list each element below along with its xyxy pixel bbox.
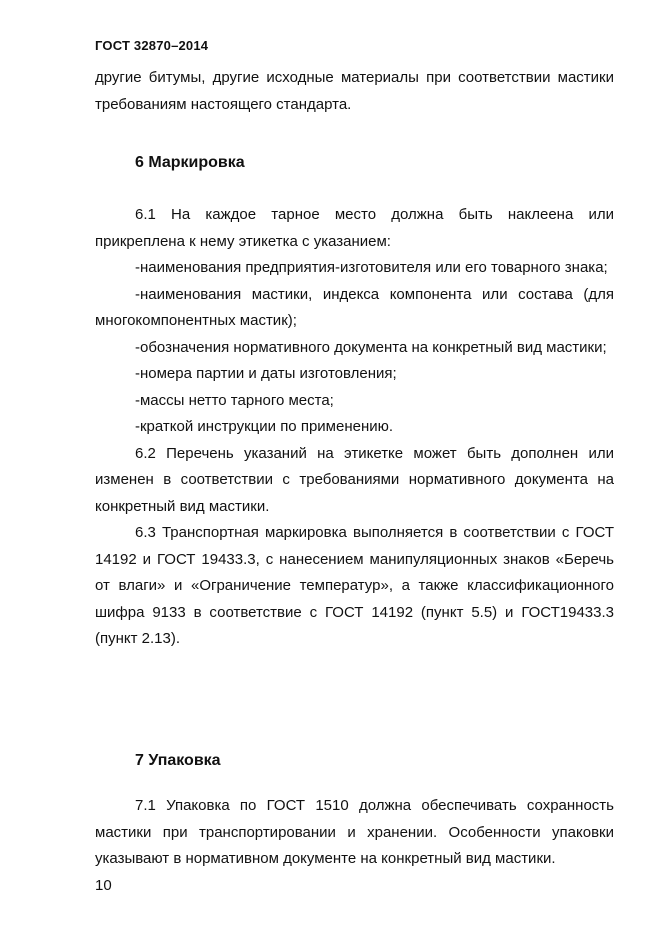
section-7-body: [95, 793, 614, 873]
intro-paragraph: другие битумы, другие исходные материалы при соответствии мастики требованиям настоящего стандарта.: [95, 69, 614, 113]
section-6-title: 6 Маркировка: [135, 154, 245, 171]
list-item: -наименования мастики, индекса компонента или состава (для многокомпонентных мастик);: [95, 285, 614, 329]
list-item: -обозначения нормативного документа на конкретный вид мастики;: [135, 338, 607, 356]
paragraph-6-2: 6.2 Перечень указаний на этикетке может быть дополнен или изменен в соответствии с требованиями нормативного документа на конкретный вид мастики.: [95, 444, 614, 515]
list-item: -номера партии и даты изготовления;: [135, 365, 397, 382]
page-number: 10: [95, 877, 112, 894]
paragraph-7-1: 7.1 Упаковка по ГОСТ 1510 должна обеспечивать сохранность мастики при транспортировании и хранении. Особенности упаковки указывают в нормативном документе на конкретный вид мастики.: [95, 797, 614, 867]
section-6-body: [95, 202, 614, 653]
list-item: -массы нетто тарного места;: [135, 391, 334, 409]
paragraph-6-1: 6.1 На каждое тарное место должна быть наклеена или прикреплена к нему этикетка с указанием:: [95, 206, 614, 250]
document-header: ГОСТ 32870–2014: [95, 38, 209, 53]
paragraph-6-3: 6.3 Транспортная маркировка выполняется в соответствии с ГОСТ 14192 и ГОСТ 19433.3, с нанесением манипуляционных знаков «Беречь от влаги» и «Ограничение температур», а также классификационного шифра 9133 в соответствие с ГОСТ 14192 (пункт 5.5) и ГОСТ19433.3 (пункт 2.13).: [95, 524, 614, 647]
section-7-title: 7 Упаковка: [135, 752, 221, 769]
intro-block: [95, 65, 614, 118]
list-item: -краткой инструкции по применению.: [135, 418, 394, 435]
list-item: -наименования предприятия-изготовителя или его товарного знака;: [135, 259, 608, 276]
